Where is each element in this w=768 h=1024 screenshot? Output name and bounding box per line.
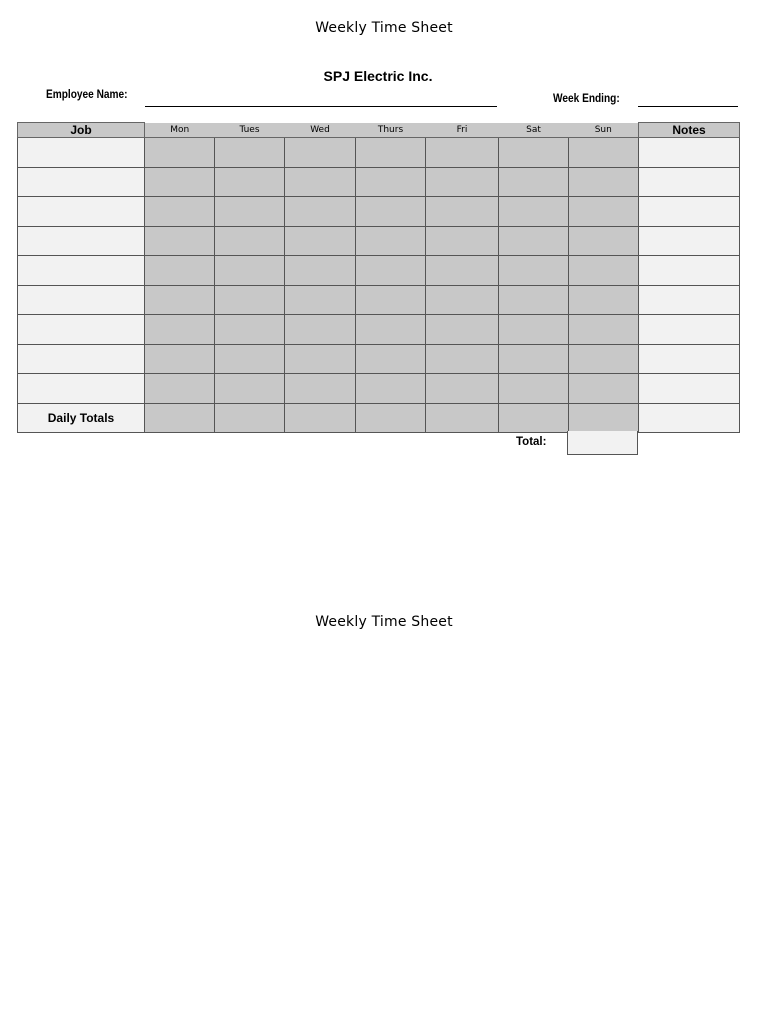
hours-cell-tues[interactable] (215, 285, 285, 315)
hours-cell-mon[interactable] (145, 374, 215, 404)
hours-cell-fri[interactable] (426, 344, 499, 374)
daily-total-fri[interactable] (426, 403, 499, 433)
table-row (18, 138, 740, 168)
job-cell[interactable] (18, 256, 145, 286)
employee-name-label: Employee Name: (46, 89, 128, 101)
hours-cell-tues[interactable] (215, 167, 285, 197)
page-header-2: Weekly Time Sheet (315, 614, 453, 630)
hours-cell-sun[interactable] (569, 197, 639, 227)
hours-cell-tues[interactable] (215, 138, 285, 168)
day-header-wed: Wed (285, 123, 356, 138)
daily-total-tues[interactable] (215, 403, 285, 433)
hours-cell-wed[interactable] (285, 138, 356, 168)
hours-cell-wed[interactable] (285, 226, 356, 256)
hours-cell-tues[interactable] (215, 256, 285, 286)
hours-cell-tues[interactable] (215, 197, 285, 227)
day-header-fri: Fri (426, 123, 499, 138)
table-row (18, 285, 740, 315)
job-cell[interactable] (18, 167, 145, 197)
notes-cell[interactable] (639, 256, 740, 286)
notes-cell[interactable] (639, 285, 740, 315)
hours-cell-sat[interactable] (499, 138, 569, 168)
hours-cell-thurs[interactable] (356, 315, 426, 345)
hours-cell-mon[interactable] (145, 226, 215, 256)
hours-cell-fri[interactable] (426, 374, 499, 404)
hours-cell-sun[interactable] (569, 285, 639, 315)
notes-cell[interactable] (639, 138, 740, 168)
job-header: Job (18, 123, 145, 138)
job-cell[interactable] (18, 374, 145, 404)
daily-total-thurs[interactable] (356, 403, 426, 433)
daily-totals-row (18, 403, 740, 433)
hours-cell-thurs[interactable] (356, 285, 426, 315)
notes-cell[interactable] (639, 167, 740, 197)
notes-cell[interactable] (639, 374, 740, 404)
timesheet-table (17, 122, 740, 433)
hours-cell-fri[interactable] (426, 256, 499, 286)
hours-cell-mon[interactable] (145, 256, 215, 286)
job-cell[interactable] (18, 285, 145, 315)
employee-name-field[interactable] (145, 106, 497, 107)
hours-cell-fri[interactable] (426, 167, 499, 197)
hours-cell-sun[interactable] (569, 226, 639, 256)
header-row (18, 123, 740, 138)
page-header: Weekly Time Sheet (315, 20, 453, 36)
hours-cell-mon[interactable] (145, 167, 215, 197)
total-field[interactable] (567, 431, 638, 455)
hours-cell-mon[interactable] (145, 197, 215, 227)
hours-cell-sat[interactable] (499, 374, 569, 404)
day-header-sat: Sat (499, 123, 569, 138)
notes-cell[interactable] (639, 226, 740, 256)
hours-cell-thurs[interactable] (356, 138, 426, 168)
daily-totals-label: Daily Totals (18, 403, 145, 433)
company-name: SPJ Electric Inc. (323, 68, 433, 84)
hours-cell-fri[interactable] (426, 315, 499, 345)
day-header-tues: Tues (215, 123, 285, 138)
hours-cell-sat[interactable] (499, 285, 569, 315)
hours-cell-sat[interactable] (499, 167, 569, 197)
hours-cell-thurs[interactable] (356, 256, 426, 286)
hours-cell-mon[interactable] (145, 138, 215, 168)
hours-cell-mon[interactable] (145, 285, 215, 315)
hours-cell-wed[interactable] (285, 285, 356, 315)
total-label: Total: (516, 436, 547, 448)
hours-cell-tues[interactable] (215, 344, 285, 374)
hours-cell-wed[interactable] (285, 315, 356, 345)
hours-cell-fri[interactable] (426, 285, 499, 315)
hours-cell-thurs[interactable] (356, 197, 426, 227)
daily-total-mon[interactable] (145, 403, 215, 433)
hours-cell-sat[interactable] (499, 256, 569, 286)
hours-cell-mon[interactable] (145, 344, 215, 374)
notes-cell[interactable] (639, 344, 740, 374)
hours-cell-tues[interactable] (215, 226, 285, 256)
hours-cell-thurs[interactable] (356, 344, 426, 374)
hours-cell-fri[interactable] (426, 226, 499, 256)
hours-cell-sun[interactable] (569, 374, 639, 404)
hours-cell-wed[interactable] (285, 344, 356, 374)
daily-total-sat[interactable] (499, 403, 569, 433)
hours-cell-sun[interactable] (569, 315, 639, 345)
week-ending-field[interactable] (638, 106, 738, 107)
table-row (18, 256, 740, 286)
week-ending-label: Week Ending: (553, 93, 620, 105)
hours-cell-sat[interactable] (499, 344, 569, 374)
notes-cell[interactable] (639, 315, 740, 345)
hours-cell-wed[interactable] (285, 256, 356, 286)
job-cell[interactable] (18, 226, 145, 256)
hours-cell-tues[interactable] (215, 315, 285, 345)
table-row (18, 167, 740, 197)
hours-cell-sun[interactable] (569, 344, 639, 374)
job-cell[interactable] (18, 138, 145, 168)
hours-cell-thurs[interactable] (356, 167, 426, 197)
daily-total-sun[interactable] (569, 403, 639, 433)
hours-cell-thurs[interactable] (356, 374, 426, 404)
hours-cell-thurs[interactable] (356, 226, 426, 256)
hours-cell-sat[interactable] (499, 197, 569, 227)
hours-cell-wed[interactable] (285, 374, 356, 404)
hours-cell-fri[interactable] (426, 197, 499, 227)
notes-cell[interactable] (639, 197, 740, 227)
hours-cell-sat[interactable] (499, 226, 569, 256)
hours-cell-tues[interactable] (215, 374, 285, 404)
table-row (18, 197, 740, 227)
job-cell[interactable] (18, 315, 145, 345)
hours-cell-wed[interactable] (285, 197, 356, 227)
hours-cell-fri[interactable] (426, 138, 499, 168)
totals-notes-cell[interactable] (639, 403, 740, 433)
daily-total-wed[interactable] (285, 403, 356, 433)
hours-cell-mon[interactable] (145, 315, 215, 345)
hours-cell-sun[interactable] (569, 167, 639, 197)
hours-cell-wed[interactable] (285, 167, 356, 197)
table-row (18, 344, 740, 374)
day-header-thurs: Thurs (356, 123, 426, 138)
notes-header: Notes (639, 123, 740, 138)
hours-cell-sat[interactable] (499, 315, 569, 345)
hours-cell-sun[interactable] (569, 138, 639, 168)
table-row (18, 315, 740, 345)
job-cell[interactable] (18, 197, 145, 227)
day-header-sun: Sun (569, 123, 639, 138)
hours-cell-sun[interactable] (569, 256, 639, 286)
table-row (18, 374, 740, 404)
table-row (18, 226, 740, 256)
day-header-mon: Mon (145, 123, 215, 138)
job-cell[interactable] (18, 344, 145, 374)
